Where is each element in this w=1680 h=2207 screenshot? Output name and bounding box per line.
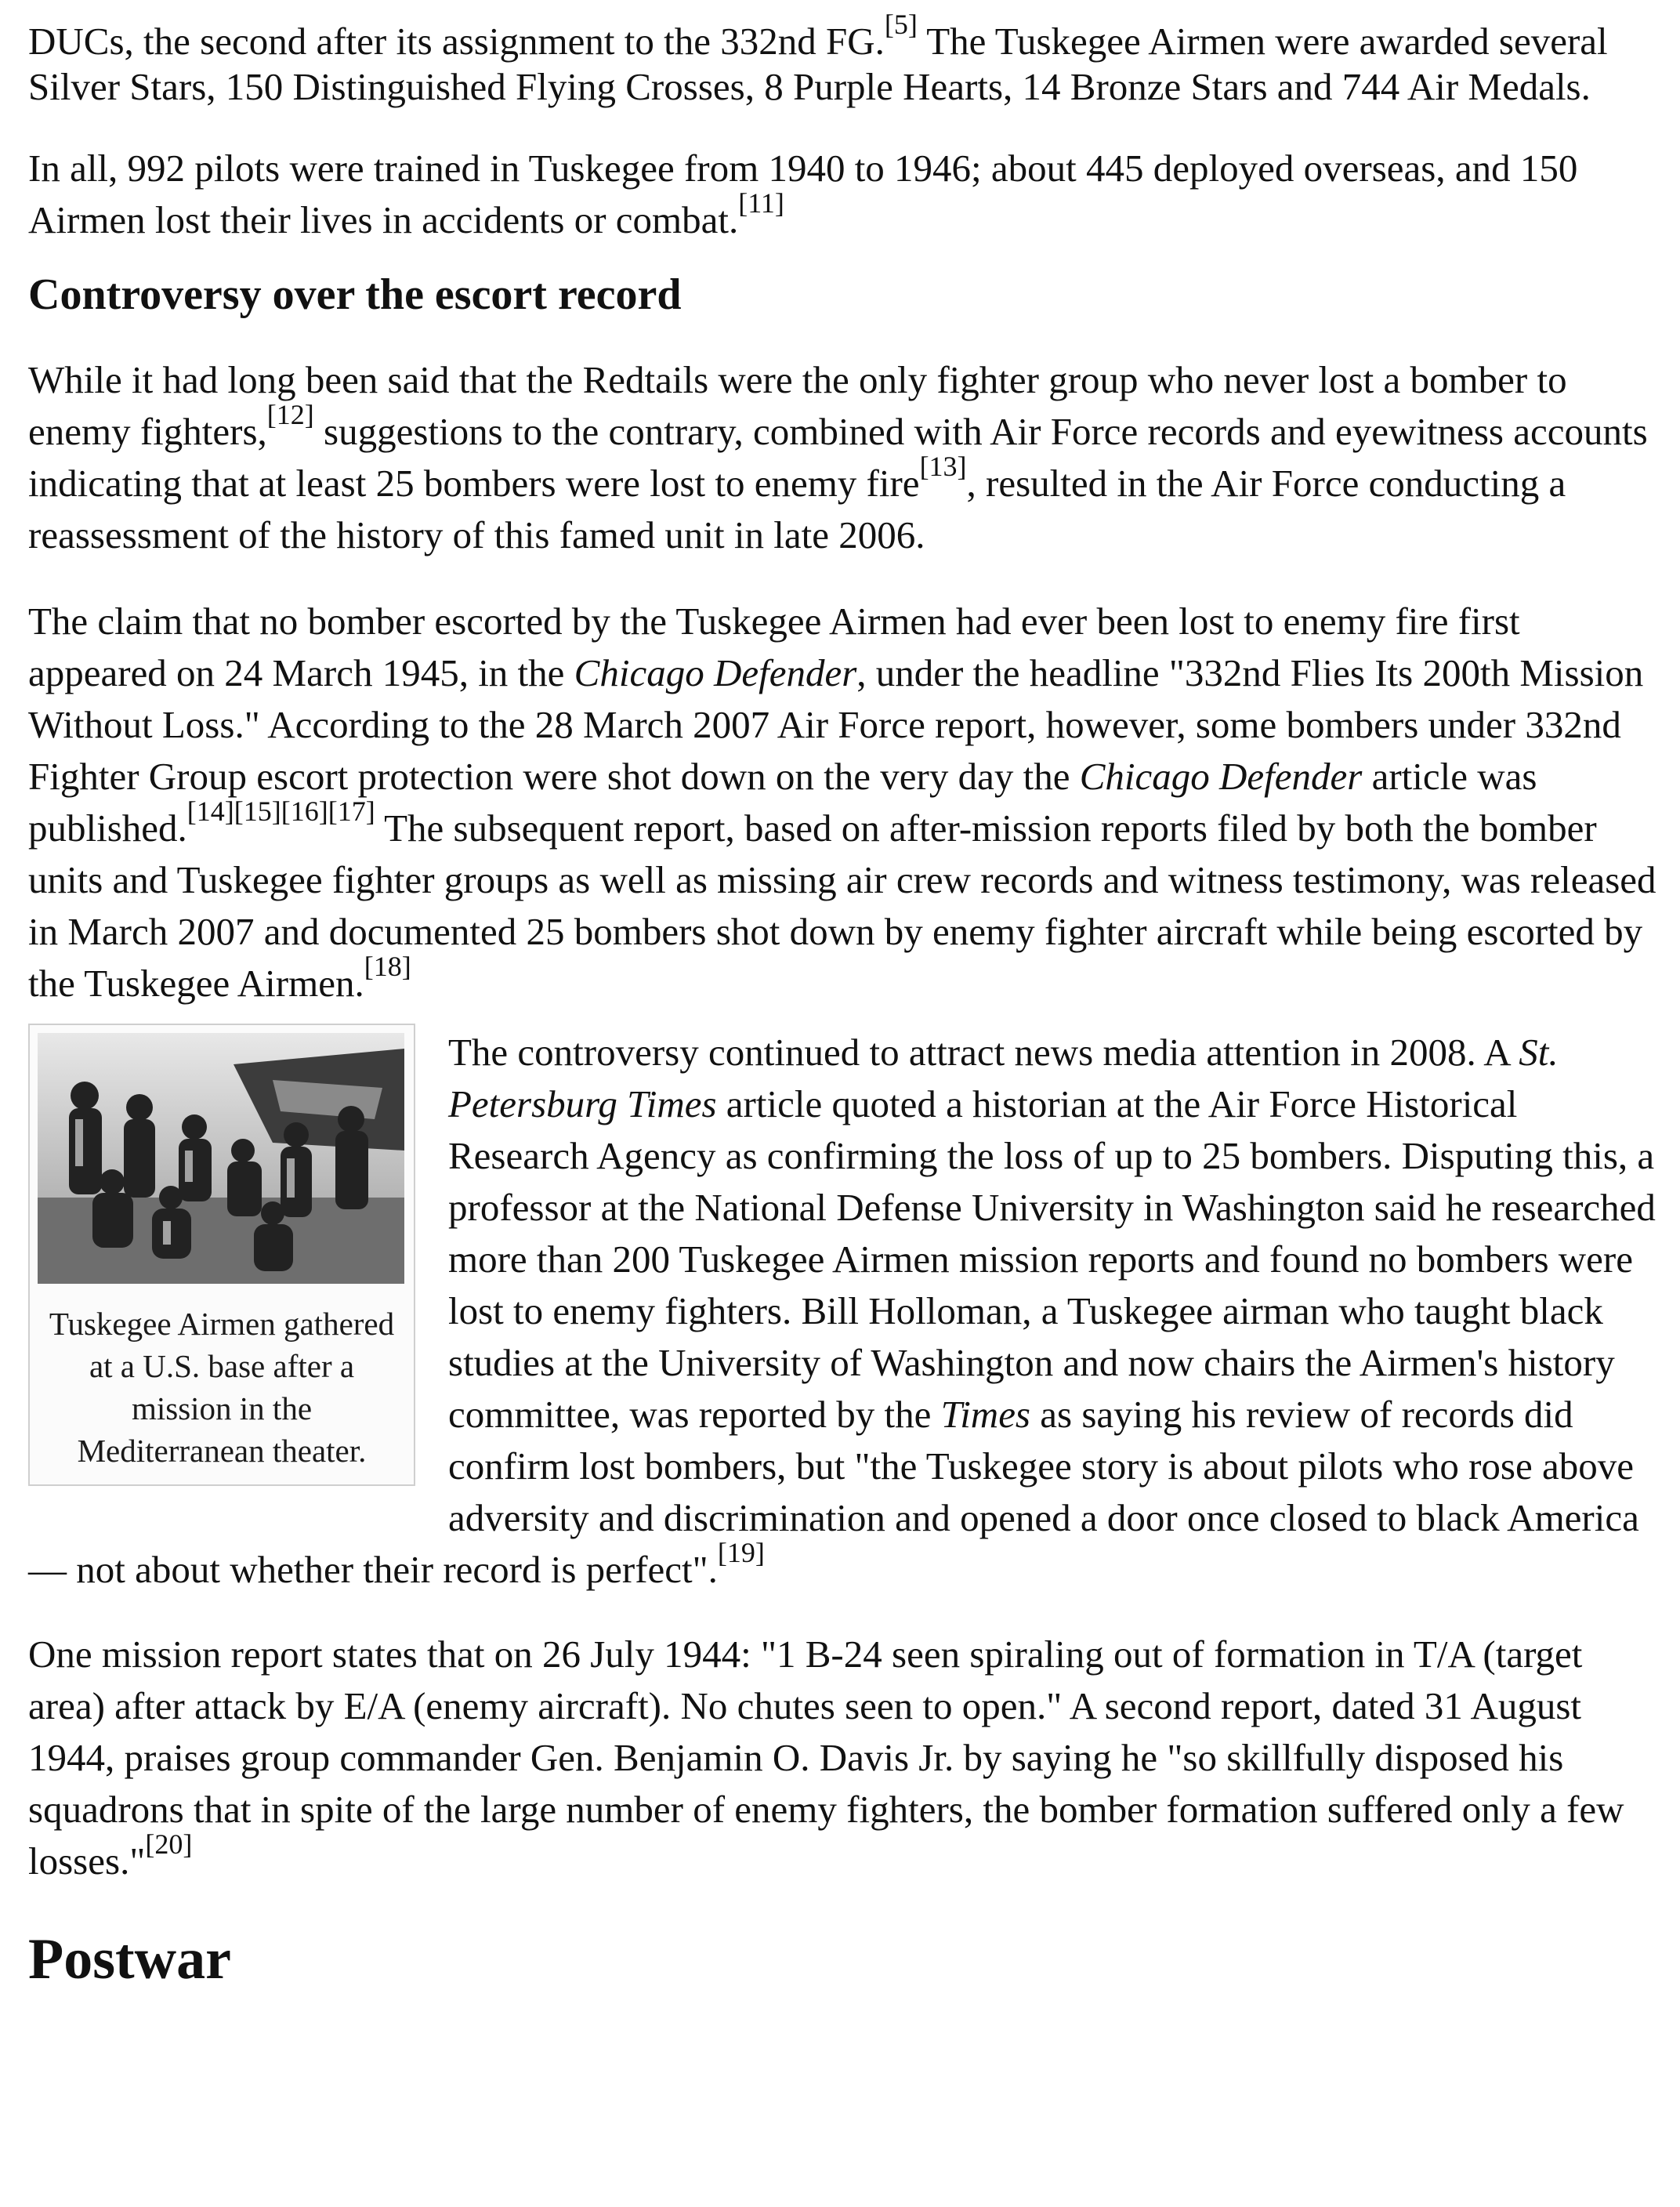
paragraph-text: The subsequent report, based on after-mission reports filed by both the bomber units and Tuskegee fighter groups as well as missing air crew records and witness testimony, was released in March 2007 and documented 25 bombers shot down by enemy fighter aircraft while being escorted by the Tuskegee Airmen. xyxy=(28,806,1656,1005)
newspaper-title: Chicago Defender xyxy=(1079,755,1363,798)
paragraph-text: DUCs, the second after its assignment to the 332nd FG. xyxy=(28,20,885,63)
paragraph-text: , resulted in the Air Force conducting a reassessment of the history of this famed unit in late 2006. xyxy=(28,462,1566,556)
section-heading-controversy: Controversy over the escort record xyxy=(28,270,682,319)
newspaper-title: Times xyxy=(940,1393,1031,1436)
image-thumbnail xyxy=(28,1024,415,1486)
article-page xyxy=(28,9,1658,1997)
image-caption: Tuskegee Airmen gathered at a U.S. base after a mission in the Mediterranean theater. xyxy=(49,1306,395,1469)
paragraph-text: The controversy continued to attract news media attention in 2008. A xyxy=(448,1031,1519,1074)
citation-13[interactable]: [13] xyxy=(919,451,967,482)
airmen-photo[interactable] xyxy=(38,1033,404,1284)
citation-19[interactable]: [19] xyxy=(717,1537,765,1568)
paragraph-text: article was published. xyxy=(28,755,1537,850)
citation-20[interactable]: [20] xyxy=(145,1828,193,1860)
citation-11[interactable]: [11] xyxy=(738,187,784,219)
newspaper-title: St. Petersburg Times xyxy=(448,1031,1559,1125)
paragraph-text: , under the headline "332nd Flies Its 200th Mission Without Loss." According to the 28 March 2007 Air Force report, however, some bombers under 332nd Fighter Group escort protection were shot down on the very day the xyxy=(28,651,1644,798)
paragraph-mission-report xyxy=(28,1629,1658,1887)
citation-18[interactable]: [18] xyxy=(364,951,411,982)
paragraph-redtails-claim xyxy=(28,354,1658,561)
citation-5[interactable]: [5] xyxy=(884,9,918,40)
paragraph-text: While it had long been said that the Redtails were the only fighter group who never lost a bomber to enemy fighters, xyxy=(28,358,1567,453)
paragraph-text: In all, 992 pilots were trained in Tuskegee from 1940 to 1946; about 445 deployed overseas, and 150 Airmen lost their lives in accidents or combat. xyxy=(28,147,1578,241)
paragraph-text: as saying his review of records did confirm lost bombers, but "the Tuskegee story is about pilots who rose above adversity and discrimination and opened a door once closed to black America — not about whether their record is perfect". xyxy=(28,1393,1639,1591)
paragraph-chicago-defender xyxy=(28,596,1658,1009)
paragraph-text: One mission report states that on 26 July 1944: "1 B-24 seen spiraling out of formation in T/A (target area) after attack by E/A (enemy aircraft). No chutes seen to open." A second report, dated 31 August 1944, praises group commander Gen. Benjamin O. Davis Jr. by saying he "so skillfully disposed his squadrons that in spite of the large number of enemy fighters, the bomber formation suffered only a few losses." xyxy=(28,1633,1624,1883)
paragraph-text: suggestions to the contrary, combined with Air Force records and eyewitness accounts indicating that at least 25 bombers were lost to enemy fire xyxy=(28,410,1648,505)
citation-12[interactable]: [12] xyxy=(266,399,314,430)
paragraph-text: The Tuskegee Airmen were awarded several Silver Stars, 150 Distinguished Flying Crosses, 8 Purple Hearts, 14 Bronze Stars and 744 Air Medals. xyxy=(28,20,1608,108)
paragraph-text: article quoted a historian at the Air Force Historical Research Agency as confirming the loss of up to 25 bombers. Disputing this, a professor at the National Defense University in Washington said he researched more than 200 Tuskegee Airmen mission reports and found no bombers were lost to enemy fighters. Bill Holloman, a Tuskegee airman who taught black studies at the University of Washington and now chairs the Airmen's history committee, was reported by the xyxy=(448,1082,1656,1436)
citation-14-17[interactable]: [14][15][16][17] xyxy=(186,795,375,827)
paragraph-pilots-trained xyxy=(28,143,1658,246)
section-heading-postwar: Postwar xyxy=(28,1927,231,1991)
newspaper-title: Chicago Defender xyxy=(574,651,857,694)
paragraph-text: The claim that no bomber escorted by the Tuskegee Airmen had ever been lost to enemy fire first appeared on 24 March 1945, in the xyxy=(28,600,1520,694)
paragraph-awards xyxy=(28,9,1658,110)
